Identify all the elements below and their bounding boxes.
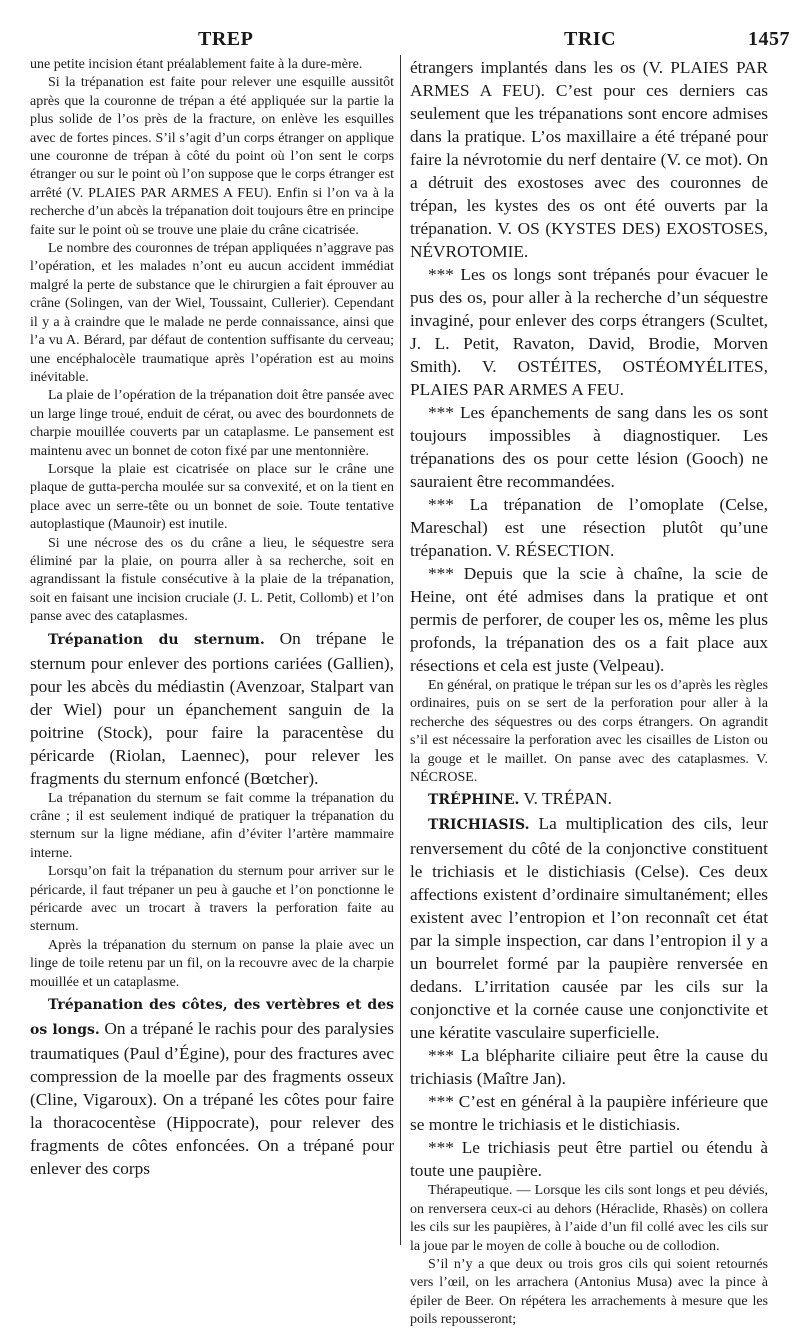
paragraph [410,1090,768,1136]
paragraph [410,1136,768,1182]
paragraph-text: Thérapeutique. — Lorsque les cils sont longs et peu déviés, on renversera ceux-ci au dehors (Héraclide, Rhasès) on collera les cils sur les paupières, à l’aide d’un fil collé avec les cils sur la joue par le moyen de colle à bouche ou de collodion. [410,1183,768,1254]
paragraph [30,790,394,864]
paragraph [410,812,768,1044]
paragraph-text: Après la trépanation du sternum on panse la plaie avec un linge de toile retenu par un fil, on la recouvre avec de la charpie mouillée et un cataplasme. [30,937,394,990]
paragraph [410,493,768,562]
column-divider [400,55,401,1245]
paragraph [30,627,394,790]
paragraph [410,677,768,787]
paragraph [30,56,394,74]
paragraph [410,1182,768,1256]
paragraph-text: *** La blépharite ciliaire peut être la cause du trichiasis (Maître Jan). [410,1046,768,1089]
paragraph [30,74,394,240]
paragraph-text: *** Les épanchements de sang dans les os sont toujours impossibles à diagnostiquer. Les trépanations des os pour cette lésion (Gooch) ne sauraient être recommandées. [410,403,768,491]
paragraph [30,937,394,992]
paragraph-text: En général, on pratique le trépan sur les os d’après les règles ordinaires, puis on se sert de la perforation pour aller à la recherche des séquestres ou des corps étrangers. On agrandit s’il est nécessaire la perforation avec les cisailles de Liston ou la gouge et le maillet. On panse avec des cataplasmes. V. NÉCROSE. [410,678,768,786]
paragraph [410,787,768,812]
paragraph-text: V. TRÉPAN. [519,789,612,809]
paragraph [30,387,394,461]
paragraph [410,263,768,401]
paragraph-text: *** C’est en général à la paupière inférieure que se montre le trichiasis et le distichiasis. [410,1092,768,1135]
paragraph-text: S’il n’y a que deux ou trois gros cils qui soient retournés vers l’œil, on les arrachera (Antonius Musa) avec la pince à épiler de Beer. On répétera les arrachements à mesure que les poils repousseront; [410,1257,768,1328]
paragraph-text: *** La trépanation de l’omoplate (Celse, Mareschal) est une résection plutôt qu’une trépanation. V. RÉSECTION. [410,495,768,560]
paragraph [410,401,768,493]
paragraph-text: La multiplication des cils, leur renversement du côté de la conjonctive constituent le trichiasis et le distichiasis (Celse). Ces deux affections existent d’ordinaire simultanément; elles existent avec l’entropion et l’on reconnaît cet état par la simple inspection, car dans l’entropion il y a un bourrelet formé par la paupière renversée en dedans. L’irritation causée par les cils sur la conjonctive et la cornée cause une conjonctivite et une kératite vasculaire superficielle. [410,814,768,1043]
paragraph-text: *** Les os longs sont trépanés pour évacuer le pus des os, pour aller à la recherche d’un séquestre invaginé, pour enlever des corps étrangers (Scultet, J. L. Petit, Ravaton, David, Brodie, Morven Smith). V. OSTÉITES, OSTÉOMYÉLITES, PLAIES PAR ARMES A FEU. [410,265,768,399]
paragraph [30,535,394,627]
entry-heading: TRICHIASIS. [428,817,530,834]
paragraph-text: Le nombre des couronnes de trépan appliquées n’aggrave pas l’opération, et les malades n’ont eu aucun accident immédiat malgré la perte de substance que le chirurgien a fait éprouver au crâne (Solingen, van der Wiel, Toussaint, Cullerier). Cependant il y a à craindre que le malade ne perde connaissance, ainsi que l’a vu A. Bérard, par défaut de contention suffisante du cerveau; une encéphalocèle traumatique après l’opération est au moins inévitable. [30,241,394,385]
paragraph-text: *** Depuis que la scie à chaîne, la scie de Heine, ont été admises dans la pratique et ont permis de perforer, de couper les os, même les plus profonds, la trépanation des os a fait place aux résections et cela est juste (Velpeau). [410,564,768,675]
paragraph-text: Si une nécrose des os du crâne a lieu, le séquestre sera éliminé par la plaie, on pourra aller à sa recherche, soit en agrandissant la fistule consécutive à la plaie de la trépanation, soit en faisant une incision cruciale (J. L. Petit, Collomb) et l’on panse avec des cataplasmes. [30,535,394,625]
entry-heading: Trépanation des côtes, des vertèbres et des os longs. [30,997,394,1039]
paragraph [410,1256,768,1330]
paragraph-text: Lorsque la plaie est cicatrisée on place sur le crâne une plaque de gutta-percha moulée sur sa convexité, et on la tient en place avec un serre-tête ou un bonnet de soie. Toute tentative autoplastique (Maunoir) est inutile. [30,461,394,533]
paragraph-text: La trépanation du sternum se fait comme la trépanation du crâne ; il est seulement indiqué de pratiquer la trépanation du sternum sur la ligne médiane, afin d’éviter l’artère mammaire interne. [30,790,394,861]
header-left-word: TREP [198,28,254,50]
paragraph-text: La plaie de l’opération de la trépanation doit être pansée avec un large linge troué, enduit de cérat, ou avec des bourdonnets de charpie mouillée couverts par un cataplasme. Le pansement est maintenu avec un bonnet de coton fixé par une mentonnière. [30,388,394,459]
paragraph-text: étrangers implantés dans les os (V. PLAIES PAR ARMES A FEU). C’est pour ces derniers cas seulement que les trépanations sont encore admises dans la pratique. L’os maxillaire a été trépané pour faire la névrotomie du nerf dentaire (V. ce mot). On a détruit des exostoses avec des couronnes de trépan, les kystes des os ont été ouverts par la trépanation. V. OS (KYSTES DES) EXOSTOSES, NÉVROTOMIE. [410,58,768,261]
paragraph-text: On a trépané le rachis pour des paralysies traumatiques (Paul d’Égine), pour des fractures avec compression de la moelle par des fragments osseux (Cline, Vigaroux). On a trépané les côtes pour faire la thoracocentèse (Hippocrate), pour relever des fragments de côtes enfoncées. On a trépané pour enlever des corps [30,1019,394,1179]
paragraph [410,56,768,263]
entry-heading: TRÉPHINE. [428,792,520,809]
paragraph [30,461,394,535]
paragraph-text: *** Le trichiasis peut être partiel ou étendu à toute une paupière. [410,1138,768,1181]
paragraph [30,992,394,1180]
paragraph [30,863,394,937]
running-header [28,28,790,52]
page-number: 1457 [748,28,790,50]
paragraph [410,1044,768,1090]
paragraph [410,562,768,677]
paragraph-text: Lorsqu’on fait la trépanation du sternum pour arriver sur le péricarde, il faut trépaner un peu à gauche et l’on ponctionne le péricarde avec un trocart à travers la perforation faite au sternum. [30,864,394,935]
paragraph-text: une petite incision étant préalablement faite à la dure-mère. [30,57,363,72]
left-column [30,56,394,1180]
paragraph-text: On trépane le sternum pour enlever des portions cariées (Gallien), pour les abcès du médiastin (Avenzoar, Stalpart van der Wiel) pour un épanchement sanguin de la poitrine (Stock), pour faire la paracentèse du péricarde (Riolan, Laennec), pour relever les fragments du sternum enfoncé (Bœtcher). [30,628,394,788]
header-center-word: TRIC [564,28,617,50]
entry-heading: Trépanation du sternum. [48,631,265,648]
paragraph [30,240,394,387]
paragraph-text: Si la trépanation est faite pour relever une esquille aussitôt après que la couronne de trépan a été appliquée sur la partie la plus solide de l’os près de la fracture, on enlève les esquilles avec de fortes pinces. S’il s’agit d’un corps étranger on applique une couronne de trépan à côté du point où l’on sent le corps étranger ou sur le point où l’on suppose que le corps étranger est arrêté (V. PLAIES PAR ARMES A FEU). Enfin si l’on va à la recherche d’un abcès la trépanation doit toujours être en principe faite sur le point où se trouve une plaie du crâne cicatrisée. [30,75,394,238]
right-column [410,56,768,1330]
